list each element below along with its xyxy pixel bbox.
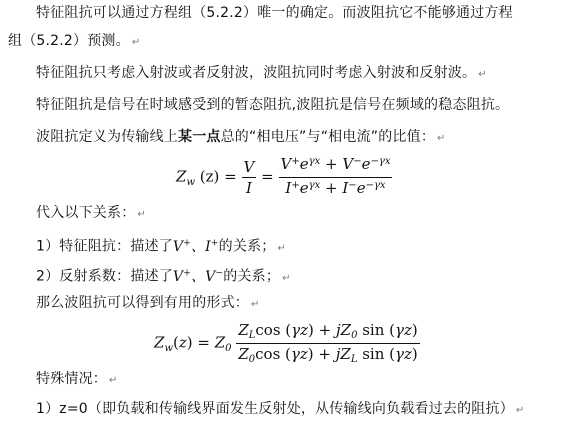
list-item-2 — [36, 264, 291, 288]
paragraph-4-emphasis: 某一点 — [178, 129, 221, 145]
paragraph-mark: ↵ — [109, 375, 118, 386]
eq1-frac2-denominator: $I^+e^{\gamma x} + I^-e^{-\gamma x}$ — [285, 179, 386, 197]
list-item-1-text-b: 的关系； — [218, 238, 276, 255]
paragraph-3 — [36, 96, 509, 114]
paragraph-mark: ↵ — [282, 272, 291, 284]
paragraph-mark: ↵ — [131, 37, 141, 48]
equation-wave-impedance-definition — [176, 154, 392, 201]
list-item-2-text-b: 的关系； — [223, 268, 281, 285]
paragraph-2 — [36, 64, 487, 84]
eq2-fraction — [236, 320, 419, 367]
paragraph-mark: ↵ — [137, 209, 146, 220]
list-item-3 — [36, 400, 525, 420]
paragraph-5 — [36, 204, 146, 224]
list-item-2-math: V+、V− — [172, 268, 224, 285]
eq1-frac-numerator: V — [243, 158, 255, 176]
paragraph-mark: ↵ — [515, 405, 525, 416]
eq1-fraction-waves — [279, 154, 393, 201]
equation-wave-impedance-useful-form: $Z_w(z) = Z_0$ $\frac{Z_L\cos (\gamma z) + jZ_0 \sin (\gamma z)}{Z_0\cos (\gamma z) + jZ_L \sin (\gamma z)}$ — [154, 321, 418, 365]
paragraph-1-line-1 — [36, 4, 513, 22]
list-item-2-text-a: 2）反射系数：描述了 — [36, 268, 173, 285]
eq2-numerator: $Z_L\cos$ $(\gamma z) + jZ_0$ sin (γz) — [236, 320, 419, 344]
paragraph-7-text: 特殊情况： — [36, 371, 107, 387]
eq1-frac-denominator: I — [245, 179, 252, 197]
eq1-fraction-vi — [242, 157, 257, 198]
paragraph-mark: ↵ — [277, 242, 287, 254]
paragraph-1-line-2 — [8, 32, 140, 52]
list-item-1-math: V+、I+ — [172, 238, 219, 255]
paragraph-mark: ↵ — [437, 133, 446, 144]
list-item-3-text: 1）z=0（即负载和传输线界面发生反射处，从传输线向负载看过去的阻抗） — [36, 401, 514, 417]
eq1-z-symbol: Z — [176, 167, 187, 186]
eq1-equals: = — [261, 167, 274, 186]
paragraph-6-text: 那么波阻抗可以得到有用的形式： — [36, 295, 249, 311]
paragraph-4-text-a: 波阻抗定义为传输线上 — [36, 129, 178, 145]
paragraph-4-text-b: 总的“相电压”与“相电流”的比值： — [220, 129, 436, 145]
paragraph-7 — [36, 370, 118, 390]
paragraph-3-text: 特征阻抗是信号在时域感受到的暂态阻抗,波阻抗是信号在频域的稳态阻抗。 — [36, 97, 510, 113]
paragraph-6 — [36, 294, 260, 314]
eq1-arg: (z) = — [199, 167, 237, 186]
paragraph-mark: ↵ — [251, 299, 260, 310]
eq1-subscript: w — [186, 176, 195, 188]
eq1-frac2-numerator: $V^+e^{\gamma x} + V^-e^{-\gamma x}$ — [279, 154, 393, 178]
paragraph-2-text: 特征阻抗只考虑入射波或者反射波，波阻抗同时考虑入射波和反射波。 — [36, 65, 477, 81]
list-item-1 — [36, 234, 286, 258]
eq2-denominator: $Z_0\cos$ $(\gamma z) + jZ_L$ sin (γz) — [238, 345, 418, 365]
paragraph-5-text: 代入以下关系： — [36, 205, 136, 221]
paragraph-1-text-b: 组（5.2.2）预测。 — [8, 33, 130, 49]
paragraph-4 — [36, 128, 446, 148]
paragraph-mark: ↵ — [478, 69, 487, 80]
paragraph-1-text-a: 特征阻抗可以通过方程组（5.2.2）唯一的确定。而波阻抗它不能够通过方程 — [36, 5, 513, 21]
list-item-1-text-a: 1）特征阻抗：描述了 — [36, 238, 173, 255]
